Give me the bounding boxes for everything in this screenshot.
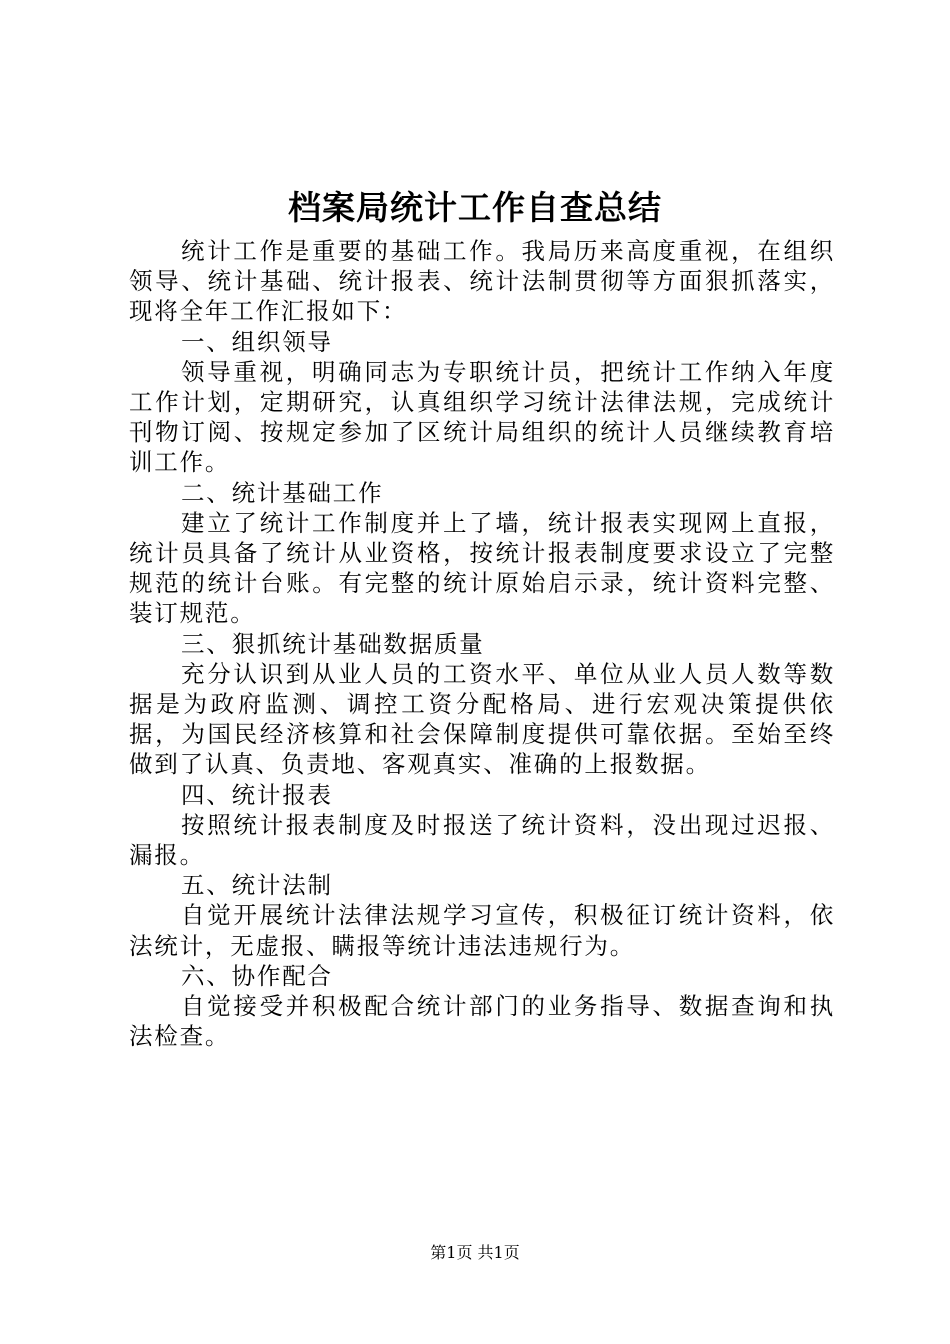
section-heading-1: 一、组织领导 bbox=[181, 327, 333, 356]
section-paragraph-4: 按照统计报表制度及时报送了统计资料，没出现过迟报、漏报。 bbox=[129, 810, 835, 870]
page-footer: 第1页 共1页 bbox=[430, 1243, 520, 1262]
section-heading-3: 三、狠抓统计基础数据质量 bbox=[181, 629, 485, 658]
section-paragraph-3: 充分认识到从业人员的工资水平、单位从业人员人数等数据是为政府监测、调控工资分配格局、进行宏观决策提供依据，为国民经济核算和社会保障制度提供可靠依据。至始至终做到了认真、负责地、客观真实、准确的上报数据。 bbox=[129, 659, 835, 779]
section-paragraph-5: 自觉开展统计法律法规学习宣传，积极征订统计资料，依法统计，无虚报、瞒报等统计违法违规行为。 bbox=[129, 901, 835, 960]
document-title: 档案局统计工作自查总结 bbox=[288, 188, 662, 227]
section-heading-2: 二、统计基础工作 bbox=[181, 478, 384, 507]
section-heading-6: 六、协作配合 bbox=[181, 961, 333, 990]
section-paragraph-6: 自觉接受并积极配合统计部门的业务指导、数据查询和执法检查。 bbox=[129, 992, 835, 1051]
intro-paragraph: 统计工作是重要的基础工作。我局历来高度重视，在组织领导、统计基础、统计报表、统计法制贯彻等方面狠抓落实，现将全年工作汇报如下： bbox=[129, 237, 835, 326]
section-paragraph-2: 建立了统计工作制度并上了墙，统计报表实现网上直报，统计员具备了统计从业资格，按统计报表制度要求设立了完整规范的统计台账。有完整的统计原始启示录，统计资料完整、装订规范。 bbox=[129, 508, 835, 628]
section-heading-5: 五、统计法制 bbox=[181, 871, 333, 900]
section-heading-4: 四、统计报表 bbox=[181, 780, 333, 809]
document-body bbox=[129, 236, 835, 1051]
section-paragraph-1: 领导重视，明确同志为专职统计员，把统计工作纳入年度工作计划，定期研究，认真组织学习统计法律法规，完成统计刊物订阅、按规定参加了区统计局组织的统计人员继续教育培训工作。 bbox=[129, 357, 835, 477]
